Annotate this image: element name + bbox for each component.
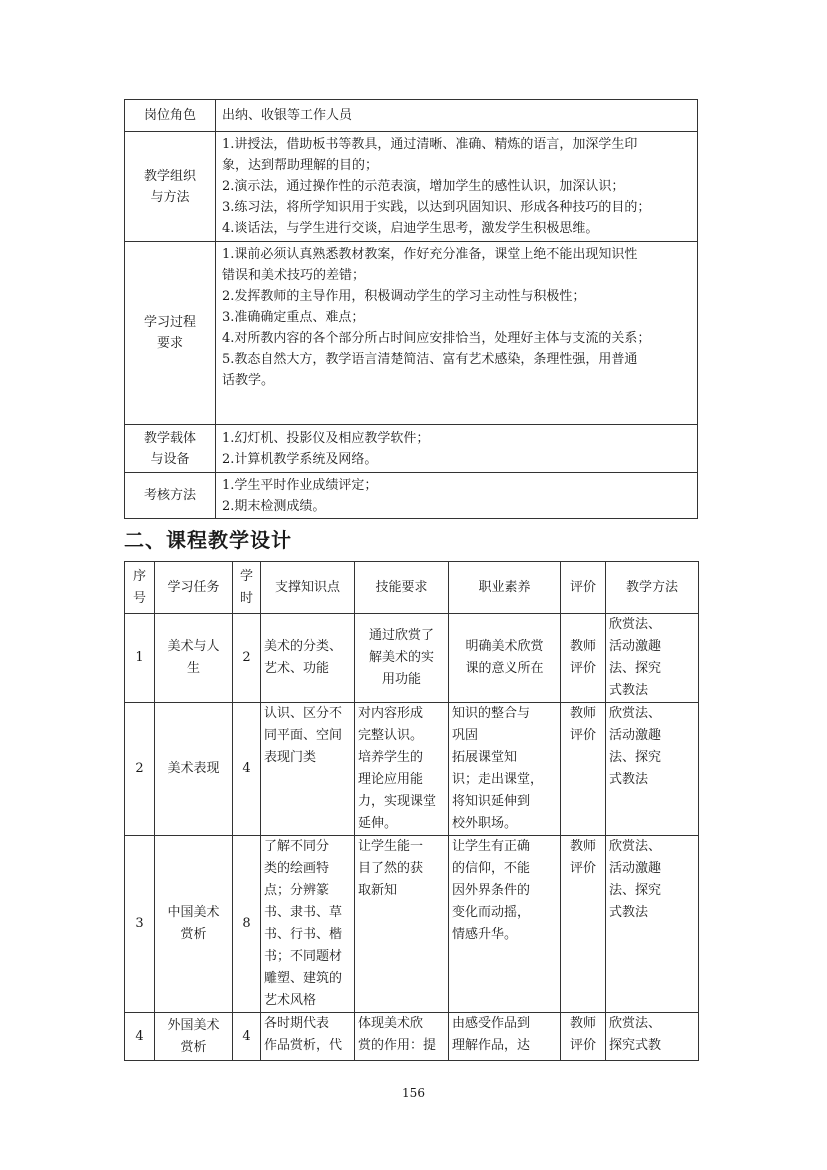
cell-knowledge: 美术的分类、 艺术、功能 [261, 614, 355, 703]
cell-skill: 对内容形成 完整认识。 培养学生的 理论应用能 力，实现课堂 延伸。 [355, 703, 449, 836]
header-literacy: 职业素养 [449, 562, 561, 614]
info-line: 1.讲授法，借助板书等教具，通过清晰、准确、精炼的语言，加深学生印 [222, 137, 638, 152]
info-line: 1.课前必须认真熟悉教材教案，作好充分准备，课堂上绝不能出现知识性 [222, 247, 638, 262]
info-label: 教学组织 与方法 [125, 132, 216, 242]
info-line: 1.幻灯机、投影仪及相应教学软件； [222, 430, 430, 446]
info-line: 3.练习法，将所学知识用于实践，以达到巩固知识、形成各种技巧的目的； [222, 200, 651, 215]
cell-literacy: 明确美术欣赏 课的意义所在 [449, 614, 561, 703]
course-design-table [124, 561, 699, 1061]
cell-method: 欣赏法、 探究式教 [606, 1013, 699, 1061]
info-line: 4.谈话法，与学生进行交谈，启迪学生思考，激发学生积极思维。 [222, 221, 599, 236]
cell-literacy: 由感受作品到 理解作品，达 [449, 1013, 561, 1061]
table-row [125, 1013, 699, 1061]
info-row-methods [125, 132, 698, 242]
cell-method: 欣赏法、 活动激趣 法、探究 式教法 [606, 614, 699, 703]
section-title: 二、课程教学设计 [124, 528, 292, 552]
cell-task: 外国美术 赏析 [155, 1013, 233, 1061]
info-line: 出纳、收银等工作人员 [222, 108, 353, 123]
header-hours: 学 时 [233, 562, 261, 614]
header-no: 序 号 [125, 562, 155, 614]
info-line: 2.发挥教师的主导作用，积极调动学生的学习主动性与积极性； [222, 289, 586, 304]
cell-eval: 教师 评价 [561, 614, 606, 703]
table-row [125, 614, 699, 703]
table-row [125, 703, 699, 836]
header-method: 教学方法 [606, 562, 699, 614]
table-header-row [125, 562, 699, 614]
cell-eval: 教师 评价 [561, 703, 606, 836]
info-line: 3.准确确定重点、难点； [222, 310, 365, 325]
info-row-assessment [125, 473, 698, 519]
info-line: 错误和美术技巧的差错； [222, 268, 366, 283]
cell-hours: 4 [233, 703, 261, 836]
info-line: 5.教态自然大方，教学语言清楚简洁、富有艺术感染，条理性强，用普通 [222, 352, 638, 367]
info-content [216, 425, 698, 473]
cell-eval: 教师 评价 [561, 1013, 606, 1061]
header-knowledge: 支撑知识点 [261, 562, 355, 614]
info-line: 4.对所教内容的各个部分所占时间应安排恰当，处理好主体与支流的关系； [222, 331, 651, 346]
cell-task: 美术与人 生 [155, 614, 233, 703]
cell-skill: 通过欣赏了 解美术的实 用功能 [355, 614, 449, 703]
cell-method: 欣赏法、 活动激趣 法、探究 式教法 [606, 836, 699, 1013]
cell-hours: 8 [233, 836, 261, 1013]
info-line: 2.计算机教学系统及网络。 [222, 451, 378, 467]
cell-no: 2 [125, 703, 155, 836]
info-row-role [125, 100, 698, 132]
info-line: 象，达到帮助理解的目的； [222, 158, 379, 173]
info-line: 1.学生平时作业成绩评定； [222, 477, 378, 493]
info-label: 教学载体 与设备 [125, 425, 216, 473]
info-label: 岗位角色 [125, 100, 216, 132]
header-skill: 技能要求 [355, 562, 449, 614]
cell-method: 欣赏法、 活动激趣 法、探究 式教法 [606, 703, 699, 836]
info-content [216, 242, 698, 425]
cell-no: 3 [125, 836, 155, 1013]
info-row-requirements [125, 242, 698, 425]
cell-knowledge: 认识、区分不 同平面、空间 表现门类 [261, 703, 355, 836]
cell-literacy: 知识的整合与 巩固 拓展课堂知 识；走出课堂， 将知识延伸到 校外职场。 [449, 703, 561, 836]
cell-knowledge: 了解不同分 类的绘画特 点；分辨篆 书、隶书、草 书、行书、楷 书；不同题材 雕塑、建筑的 艺术风格 [261, 836, 355, 1013]
info-label: 考核方法 [125, 473, 216, 519]
info-label: 学习过程 要求 [125, 242, 216, 425]
info-line: 2.期末检测成绩。 [222, 498, 326, 514]
header-eval: 评价 [561, 562, 606, 614]
info-line: 话教学。 [222, 373, 275, 388]
cell-task: 美术表现 [155, 703, 233, 836]
cell-no: 4 [125, 1013, 155, 1061]
cell-knowledge: 各时期代表 作品赏析，代 [261, 1013, 355, 1061]
info-content [216, 473, 698, 519]
header-task: 学习任务 [155, 562, 233, 614]
info-content [216, 132, 698, 242]
page-number: 156 [402, 1086, 425, 1100]
course-info-table [124, 99, 698, 519]
cell-no: 1 [125, 614, 155, 703]
table-row [125, 836, 699, 1013]
cell-literacy: 让学生有正确 的信仰，不能 因外界条件的 变化而动摇， 情感升华。 [449, 836, 561, 1013]
cell-skill: 体现美术欣 赏的作用：提 [355, 1013, 449, 1061]
cell-skill: 让学生能一 目了然的获 取新知 [355, 836, 449, 1013]
info-row-equipment [125, 425, 698, 473]
cell-hours: 4 [233, 1013, 261, 1061]
cell-eval: 教师 评价 [561, 836, 606, 1013]
info-line: 2.演示法，通过操作性的示范表演，增加学生的感性认识，加深认识； [222, 179, 625, 194]
cell-task: 中国美术 赏析 [155, 836, 233, 1013]
info-content [216, 100, 698, 132]
cell-hours: 2 [233, 614, 261, 703]
